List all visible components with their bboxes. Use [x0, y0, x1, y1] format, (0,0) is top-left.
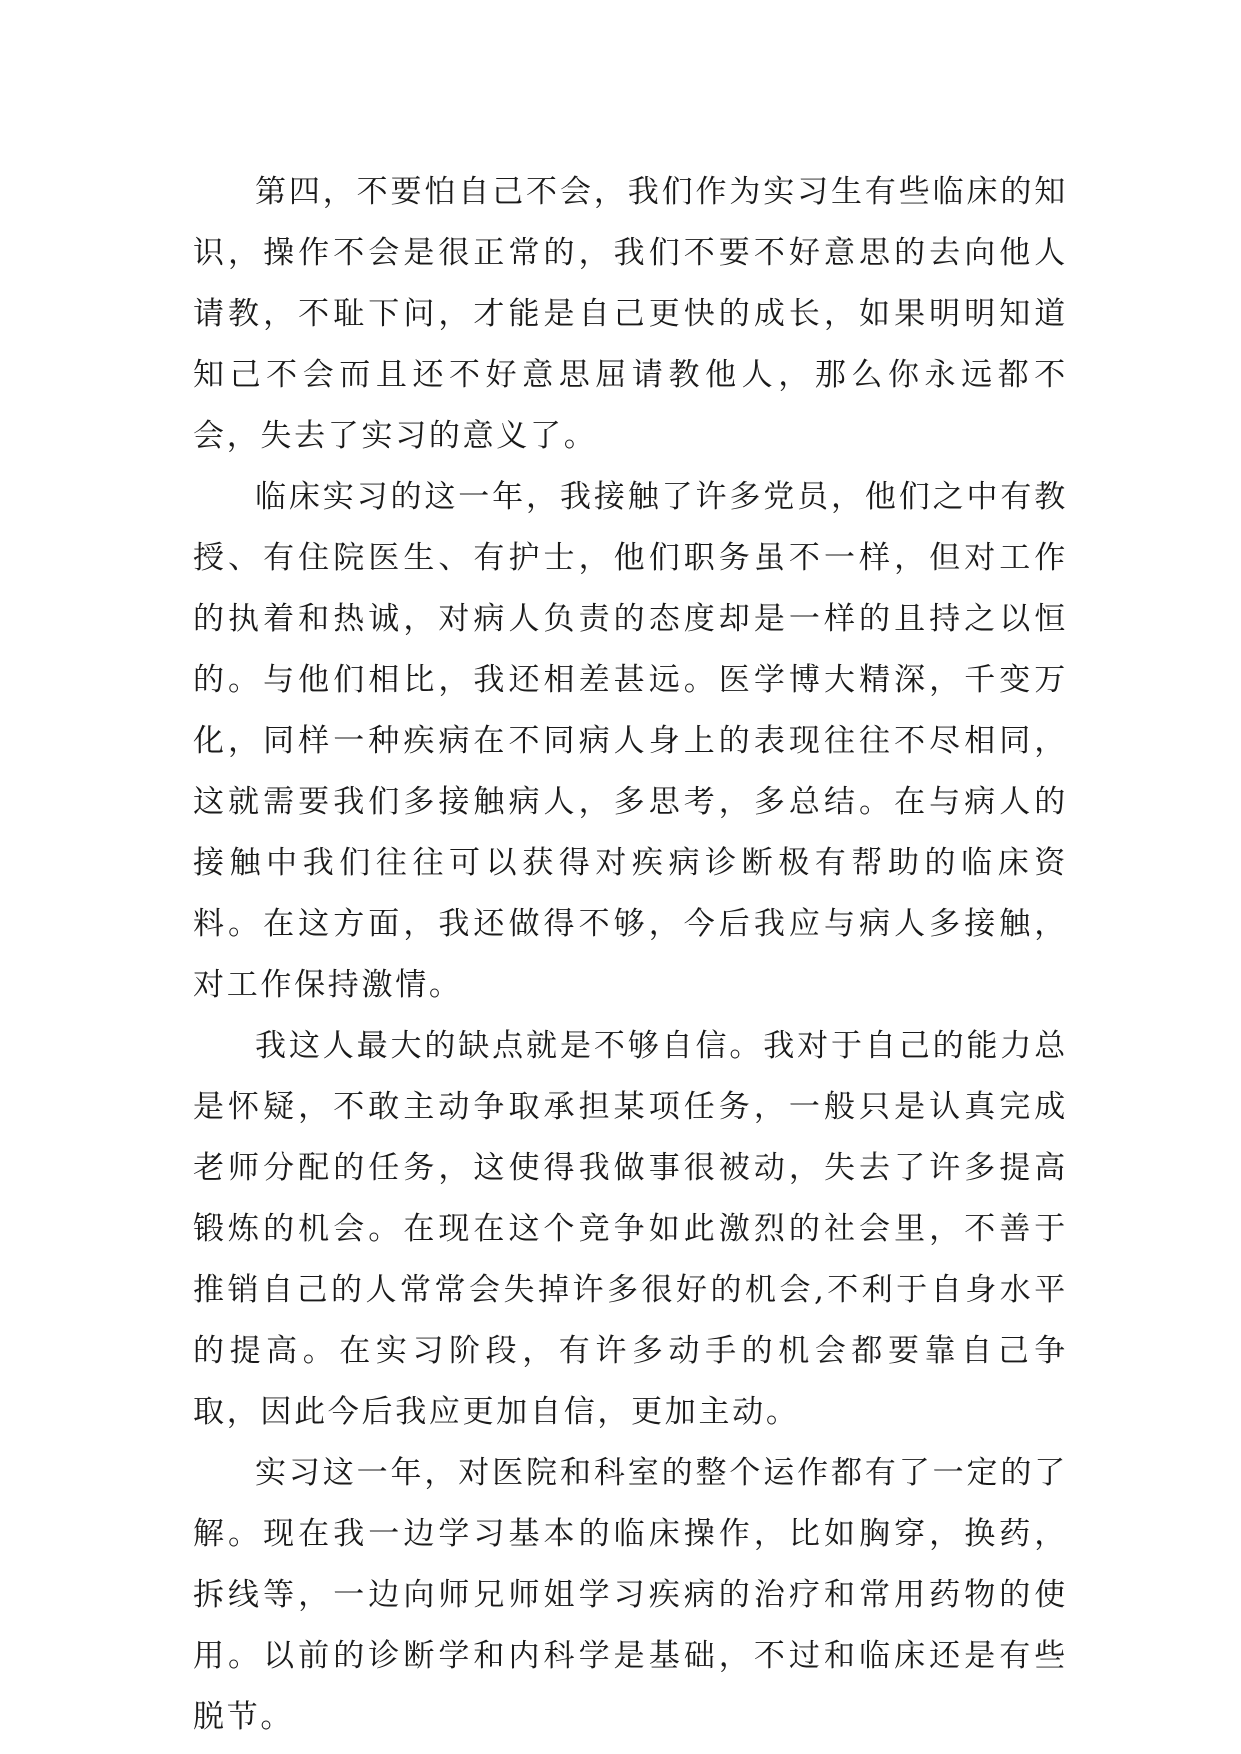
paragraph-1: 第四，不要怕自己不会，我们作为实习生有些临床的知识，操作不会是很正常的，我们不要不好意思的去向他人请教，不耻下问，才能是自己更快的成长，如果明明知道知己不会而且还不好意思屈请教他人，那么你永远都不会，失去了实习的意义了。: [193, 174, 1068, 454]
paragraph-4: 实习这一年，对医院和科室的整个运作都有了一定的了解。现在我一边学习基本的临床操作，比如胸穿，换药，拆线等，一边向师兄师姐学习疾病的治疗和常用药物的使用。以前的诊断学和内科学是基础，不过和临床还是有些脱节。: [193, 1455, 1068, 1735]
document-body: [193, 162, 1068, 1748]
paragraph-2: 临床实习的这一年，我接触了许多党员，他们之中有教授、有住院医生、有护士，他们职务虽不一样，但对工作的执着和热诚，对病人负责的态度却是一样的且持之以恒的。与他们相比，我还相差甚远。医学博大精深，千变万化，同样一种疾病在不同病人身上的表现往往不尽相同，这就需要我们多接触病人，多思考，多总结。在与病人的接触中我们往往可以获得对疾病诊断极有帮助的临床资料。在这方面，我还做得不够，今后我应与病人多接触，对工作保持激情。: [193, 479, 1068, 1003]
paragraph-3: 我这人最大的缺点就是不够自信。我对于自己的能力总是怀疑，不敢主动争取承担某项任务，一般只是认真完成老师分配的任务，这使得我做事很被动，失去了许多提高锻炼的机会。在现在这个竞争如此激烈的社会里，不善于推销自己的人常常会失掉许多很好的机会,不利于自身水平的提高。在实习阶段，有许多动手的机会都要靠自己争取，因此今后我应更加自信，更加主动。: [193, 1028, 1068, 1430]
